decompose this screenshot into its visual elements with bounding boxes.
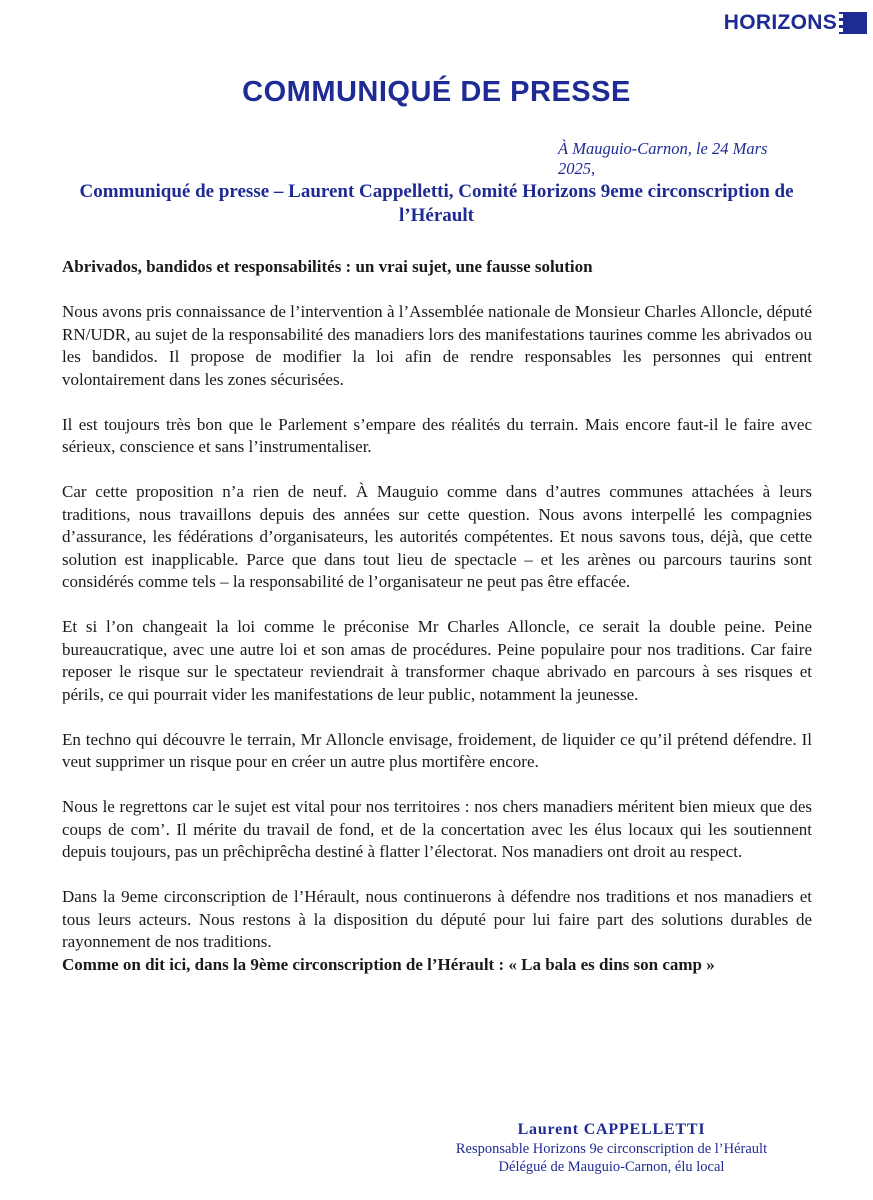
press-release-body: [62, 256, 812, 976]
horizons-logo: [724, 10, 867, 36]
signature-role: Responsable Horizons 9e circonscription de l’Hérault: [455, 1141, 768, 1157]
body-paragraph: Dans la 9eme circonscription de l’Hérault, nous continuerons à défendre nos traditions et nos manadiers et tous leurs acteurs. Nous restons à la disposition du député pour lui faire part des solutions durables de rayonnement de nos traditions.: [62, 887, 812, 951]
signature-block: [440, 1120, 783, 1176]
body-paragraph: Nous le regrettons car le sujet est vital pour nos territoires : nos chers manadiers méritent bien mieux que des coups de com’. Il mérite du travail de fond, et de la concertation avec les élus locaux qui les soutiennent depuis toujours, pas un prêchiprêcha destiné à flatter l’électorat. Nos manadiers ont droit au respect.: [62, 797, 812, 861]
logo-text: HORIZONS: [723, 11, 837, 34]
dateline: À Mauguio-Carnon, le 24 Mars 2025,: [558, 139, 768, 178]
signature-role-2: Délégué de Mauguio-Carnon, élu local: [498, 1159, 725, 1175]
body-paragraph: Et si l’on changeait la loi comme le préconise Mr Charles Alloncle, ce serait la double peine. Peine bureaucratique, avec une autre loi et son amas de procédures. Peine populaire pour nos traditions. Car faire reposer le risque sur le spectateur reviendrait à transformer chaque abrivado en parcours à ses risques et périls, ce qui pourrait vider les manifestations de leur public, notamment la jeunesse.: [62, 617, 812, 704]
body-paragraph: Nous avons pris connaissance de l’intervention à l’Assemblée nationale de Monsieur Charles Alloncle, député RN/UDR, au sujet de la responsabilité des manadiers lors des manifestations taurines comme les abrivados ou les bandidos. Il propose de modifier la loi afin de rendre responsables les personnes qui entrent volontairement dans les zones sécurisées.: [62, 302, 812, 389]
closing-line: Comme on dit ici, dans la 9ème circonscription de l’Hérault : « La bala es dins son camp »: [62, 954, 715, 974]
body-paragraph: Car cette proposition n’a rien de neuf. À Mauguio comme dans d’autres communes attachées à leurs traditions, nous travaillons depuis des années sur cette question. Nous avons interpellé les compagnies d’assurance, les fédérations d’organisateurs, les autorités compétentes. Et nous savons tous, déjà, que cette solution est inapplicable. Parce que dans tout lieu de spectacle – et les arènes ou parcours taurins sont considérés comme tels – la responsabilité de l’organisateur ne peut pas être effacée.: [62, 482, 812, 591]
horizons-logo-mark-icon: [839, 12, 867, 34]
body-paragraph: En techno qui découvre le terrain, Mr Alloncle envisage, froidement, de liquider ce qu’il prétend défendre. Il veut supprimer un risque pour en créer un autre plus mortifère encore.: [62, 729, 812, 771]
page-title: COMMUNIQUÉ DE PRESSE: [242, 76, 631, 108]
body-paragraph: Il est toujours très bon que le Parlement s’empare des réalités du terrain. Mais encore faut-il le faire avec sérieux, conscience et sans l’instrumentaliser.: [62, 414, 812, 456]
body-heading: Abrivados, bandidos et responsabilités : un vrai sujet, une fausse solution: [62, 257, 593, 276]
subtitle: Communiqué de presse – Laurent Cappelletti, Comité Horizons 9eme circonscription de l’Hérault: [79, 181, 794, 226]
signature-name: Laurent CAPPELLETTI: [517, 1121, 706, 1138]
